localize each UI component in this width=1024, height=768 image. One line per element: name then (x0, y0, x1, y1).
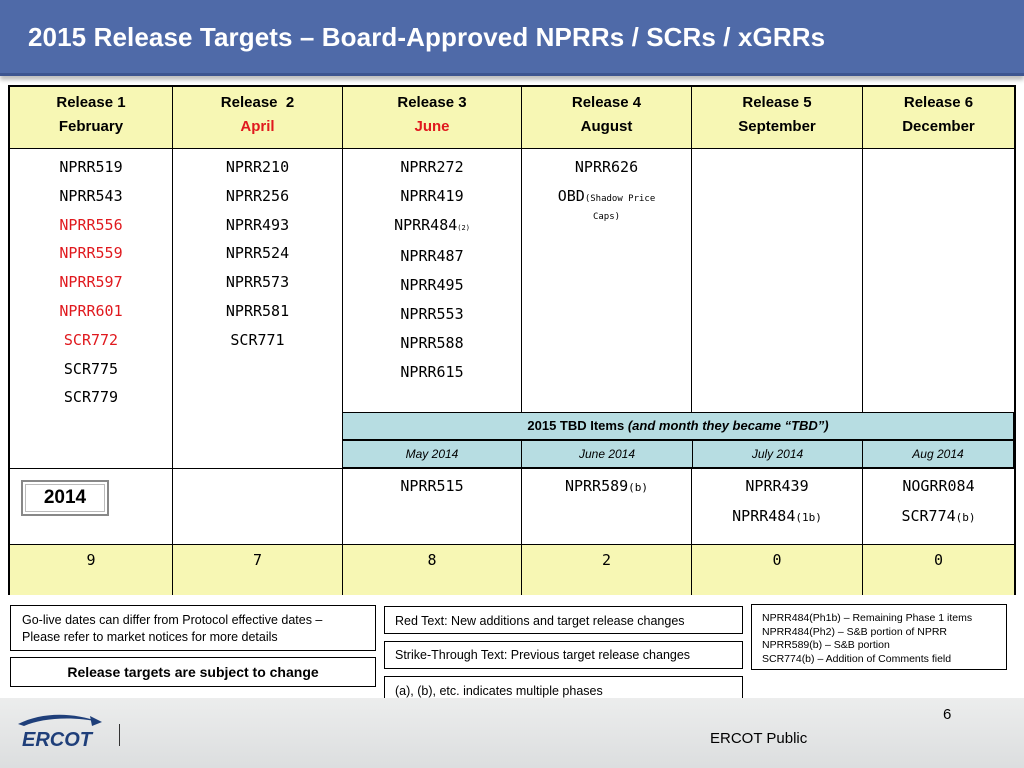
release-5-name: Release 5 (742, 94, 812, 111)
page-title: 2015 Release Targets – Board-Approved NPRRs / SCRs / xGRRs (28, 22, 826, 52)
list-item: OBD(Shadow Price (557, 186, 656, 205)
list-item: NPRR493 (225, 215, 290, 234)
list-item: NPRR439 (745, 477, 809, 495)
release-2-items (173, 149, 343, 469)
release-6-header (863, 87, 1014, 149)
list-item: NPRR495 (400, 276, 464, 295)
list-item: NPRR556 (59, 215, 123, 234)
list-item: NPRR272 (400, 158, 464, 176)
release-3-header (343, 87, 522, 149)
phase-suffix: (b) (628, 481, 649, 494)
release-3-items (343, 149, 522, 412)
list-item: NPRR524 (225, 244, 290, 263)
release-1-month: February (58, 118, 124, 135)
subject-to-change-note: Release targets are subject to change (10, 657, 376, 687)
strike-text-note: Strike-Through Text: Previous target release changes (384, 641, 743, 669)
release-4-name: Release 4 (571, 94, 642, 111)
phase-suffix: (b) (955, 511, 976, 524)
list-item: NPRR210 (225, 158, 290, 176)
list-item: NPRR573 (225, 273, 290, 292)
golive-note-line-2: Please refer to market notices for more details (22, 630, 278, 644)
release-table (8, 85, 1016, 595)
list-item: SCR772 (63, 330, 119, 349)
list-item: NPRR487 (400, 247, 464, 266)
phase-legend-item: SCR774(b) – Addition of Comments field (762, 652, 952, 665)
list-item: NPRR484(1b) (732, 507, 822, 525)
phases-note: (a), (b), etc. indicates multiple phases (384, 676, 743, 704)
count-release-3: 8 (343, 544, 522, 595)
release-2-month: April (240, 118, 275, 135)
list-item: NOGRR084 (902, 477, 975, 495)
phase-legend (751, 604, 1007, 670)
list-item: NPRR559 (59, 244, 123, 263)
tbd-row-release-5 (692, 468, 863, 546)
count-release-6: 0 (863, 544, 1014, 595)
title-bar (0, 0, 1024, 76)
obd-note: (Shadow Price (584, 193, 656, 204)
list-item: NPRR515 (400, 477, 464, 495)
release-2-header (173, 87, 343, 149)
release-4-header (522, 87, 692, 149)
list-item: SCR774(b) (901, 507, 976, 525)
tbd-month-july: July 2014 (692, 440, 863, 468)
list-item: NPRR484(2) (394, 215, 470, 234)
tbd-month-june: June 2014 (521, 440, 693, 468)
release-5-items (692, 149, 863, 412)
list-item: SCR779 (63, 388, 119, 407)
list-item: NPRR256 (225, 186, 290, 205)
obd-note-cont: Caps) (592, 211, 621, 222)
release-6-items (863, 149, 1014, 412)
golive-note-line-1: Go-live dates can differ from Protocol effective dates – (22, 613, 323, 627)
list-item: SCR775 (63, 359, 119, 378)
tbd-month-may: May 2014 (342, 440, 522, 468)
list-item: NPRR553 (400, 304, 464, 323)
count-release-2: 7 (173, 544, 343, 595)
list-item: NPRR615 (400, 362, 464, 381)
red-text-note: Red Text: New additions and target release changes (384, 606, 743, 634)
count-release-4: 2 (522, 544, 692, 595)
tbd-label-note: (and month they became “TBD”) (627, 418, 829, 433)
page-number: 6 (943, 706, 952, 723)
list-item: NPRR581 (225, 301, 290, 320)
tbd-row-release-3 (343, 468, 522, 546)
list-item: NPRR419 (400, 186, 464, 205)
list-item: NPRR597 (59, 273, 123, 292)
tbd-items-header (342, 412, 1014, 440)
logo-text: ERCOT (22, 729, 92, 750)
phase-legend-item: NPRR484(Ph1b) – Remaining Phase 1 items (762, 612, 973, 624)
logo-divider (119, 724, 120, 746)
list-item: NPRR601 (59, 301, 123, 320)
release-3-month: June (414, 118, 450, 135)
release-6-name: Release 6 (903, 94, 974, 111)
classification-label: ERCOT Public (710, 730, 808, 747)
release-1-items (10, 149, 173, 469)
release-5-header (692, 87, 863, 149)
list-item: SCR771 (230, 330, 285, 349)
footer (0, 698, 1024, 768)
list-item: NPRR519 (59, 158, 123, 176)
release-2-name: Release 2 (220, 94, 295, 111)
release-3-name: Release 3 (397, 94, 467, 111)
phase-suffix: (2) (457, 223, 470, 232)
release-4-items (522, 149, 692, 412)
phase-legend-item: NPRR484(Ph2) – S&B portion of NPRR (762, 625, 947, 638)
count-release-1: 9 (10, 544, 173, 595)
ercot-logo (12, 710, 107, 750)
tbd-label: 2015 TBD Items (527, 418, 625, 433)
list-item: NPRR589(b) (564, 477, 649, 495)
release-6-month: December (902, 118, 975, 135)
release-5-month: September (738, 118, 816, 135)
list-item: NPRR543 (59, 186, 123, 205)
year-badge: 2014 (21, 480, 109, 516)
tbd-row-release-6 (863, 468, 1014, 546)
phase-legend-item: NPRR589(b) – S&B portion (762, 639, 890, 651)
tbd-month-aug: Aug 2014 (862, 440, 1014, 468)
list-item: NPRR588 (400, 333, 464, 352)
tbd-row-release-4 (522, 468, 692, 546)
release-1-name: Release 1 (56, 94, 126, 111)
phase-suffix: (1b) (795, 511, 822, 524)
list-item: NPRR626 (574, 158, 639, 176)
release-4-month: August (580, 118, 633, 135)
count-release-5: 0 (692, 544, 863, 595)
golive-note (10, 605, 376, 651)
tbd-row-release-2 (173, 468, 343, 546)
release-1-header (10, 87, 173, 149)
